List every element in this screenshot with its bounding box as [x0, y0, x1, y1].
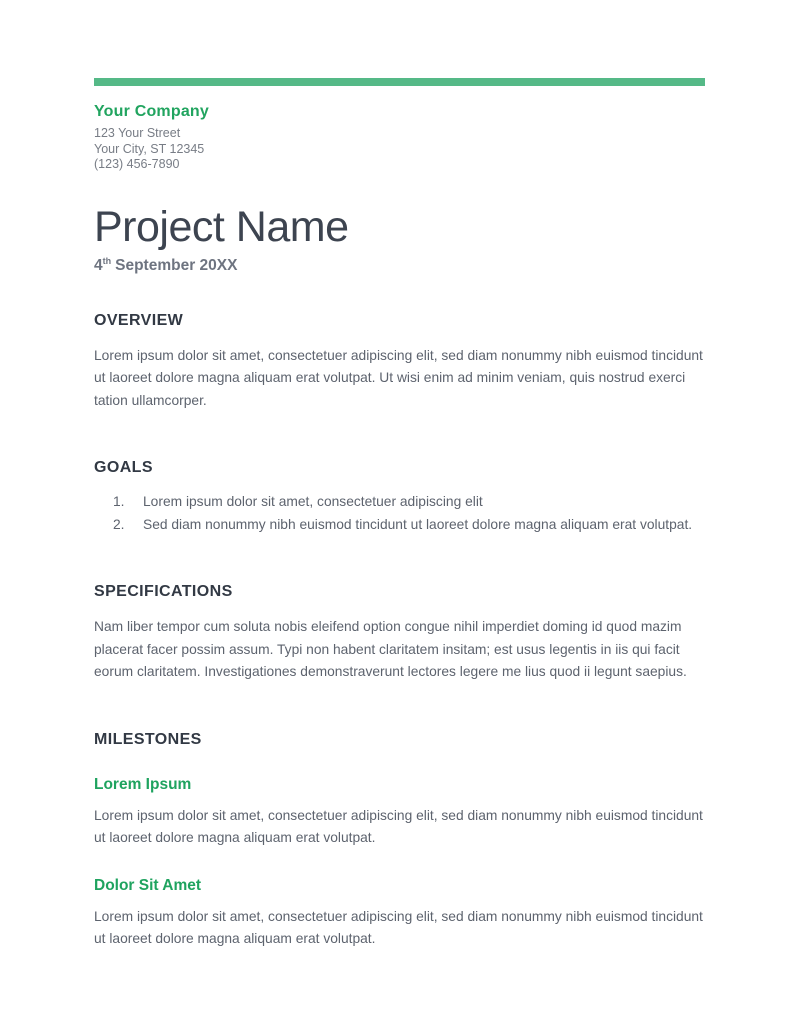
list-item [94, 490, 705, 513]
project-title: Project Name [94, 202, 349, 251]
company-street: 123 Your Street [94, 126, 181, 140]
date-month-year: September 20XX [115, 256, 238, 274]
list-item-text: Sed diam nonummy nibh euismod tincidunt ut laoreet dolore magna aliquam erat volutpat. [143, 517, 693, 533]
goals-section [94, 459, 705, 536]
project-date [94, 256, 705, 275]
overview-body: Lorem ipsum dolor sit amet, consectetuer adipiscing elit, sed diam nonummy nibh euismod tincidunt ut laoreet dolore magna aliquam erat volutpat. Ut wisi enim ad minim veniam, quis nostrud exerci tation ullamcorper. [94, 347, 703, 408]
accent-bar [94, 78, 705, 86]
company-header [94, 103, 705, 173]
overview-section [94, 312, 705, 413]
company-city-state-zip: Your City, ST 12345 [94, 141, 205, 156]
company-phone: (123) 456-7890 [94, 157, 180, 171]
list-item [94, 513, 705, 536]
milestone-title: Dolor Sit Amet [94, 876, 202, 894]
specifications-section [94, 583, 705, 684]
milestone-entry [94, 877, 705, 951]
list-item-number: 1. [113, 494, 125, 510]
date-day: 4 [94, 256, 103, 274]
specifications-body: Nam liber tempor cum soluta nobis eleifend option congue nihil imperdiet doming id quod mazim placerat facer possim assum. Typi non habent claritatem insitam; est usus legentis in iis qui facit eorum claritatem. Investigationes demonstraverunt lectores legere me lius quod ii legunt saepius. [94, 619, 687, 680]
milestones-section [94, 731, 705, 951]
milestone-entry [94, 776, 705, 850]
milestones-heading: MILESTONES [94, 730, 202, 748]
overview-heading: OVERVIEW [94, 311, 184, 329]
date-ordinal-suffix: th [102, 255, 112, 266]
goals-list [94, 490, 705, 536]
specifications-heading: SPECIFICATIONS [94, 583, 233, 601]
milestone-body: Lorem ipsum dolor sit amet, consectetuer adipiscing elit, sed diam nonummy nibh euismod tincidunt ut laoreet dolore magna aliquam erat volutpat. [94, 807, 703, 846]
milestone-title: Lorem Ipsum [94, 775, 192, 793]
list-item-text: Lorem ipsum dolor sit amet, consectetuer adipiscing elit [143, 494, 483, 510]
company-address [94, 126, 705, 173]
company-name: Your Company [94, 103, 210, 120]
goals-heading: GOALS [94, 459, 153, 477]
list-item-number: 2. [113, 517, 125, 533]
milestone-body: Lorem ipsum dolor sit amet, consectetuer adipiscing elit, sed diam nonummy nibh euismod tincidunt ut laoreet dolore magna aliquam erat volutpat. [94, 908, 703, 947]
